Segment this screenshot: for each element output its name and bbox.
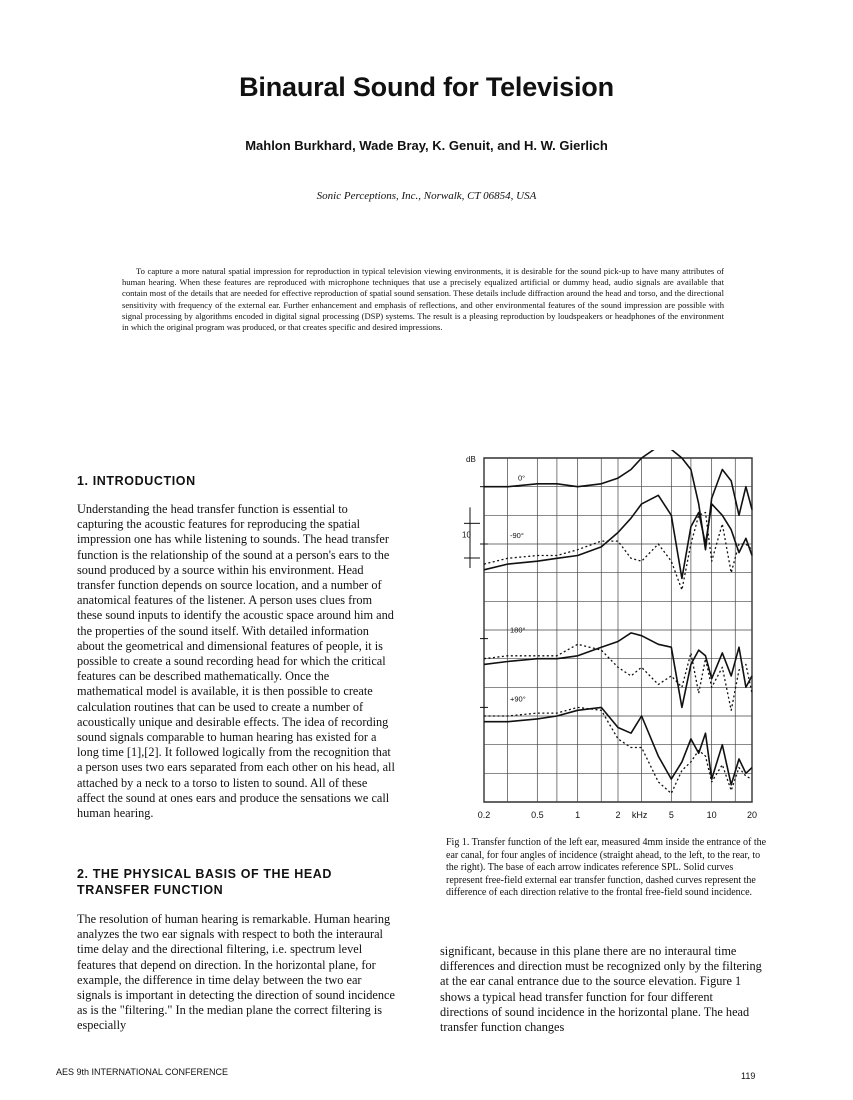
scale-bar-label: 10 — [462, 530, 471, 540]
abstract: To capture a more natural spatial impression for reproduction in typical television viewing environments, it is desirable for the sound pick-up to have many attributes of human hearing. When these features are reproduced with microphone techniques that use a precisely equalized artificial or dummy head, audio signals are available that contain most of the details that are needed for effective reproduction of spatial sound sensation. These details include diffraction around the head and torso, and the directional sensitivity with frequency of the external ear. Further enhancement and emphasis of reflections, and other environmental features of the sound impression are possible with signal processing by algorithms encoded in digital signal processing (DSP) systems. The result is a pleasing reproduction by loudspeakers or headphones of the environment in which the original program was produced, or that creates specific and desired impressions. — [122, 266, 724, 333]
section-2-heading: 2. THE PHYSICAL BASIS OF THE HEAD TRANSFER FUNCTION — [77, 867, 333, 897]
x-tick-label: 5 — [668, 810, 674, 820]
x-tick-label: 0.2 — [477, 810, 491, 820]
x-tick-label: 20 — [746, 810, 758, 820]
section-1-heading: 1. INTRODUCTION — [77, 474, 196, 488]
section-2-text-col1: The resolution of human hearing is remarkable. Human hearing analyzes the two ear signals with respect to both the interaural time delay and the directional filtering, i.e. spectrum level features that depend on direction. In the horizontal plane, for example, the difference in time delay between the two ear signals is important in detecting the direction of sound incidence as is the "filtering." In the median plane the correct filtering is especially — [77, 912, 395, 1033]
chart-labels — [462, 455, 757, 820]
curve-label: 0° — [518, 473, 526, 483]
x-tick-label: 1 — [575, 810, 581, 820]
x-tick-label: kHz — [631, 810, 648, 820]
curve-label: -90° — [510, 531, 524, 540]
x-tick-label: 2 — [615, 810, 621, 820]
x-tick-label: 0.5 — [531, 810, 544, 820]
figure-caption: Fig 1. Transfer function of the left ear, measured 4mm inside the entrance of the ear canal, for four angles of incidence (straight ahead, to the left, to the rear, to the right). The base of each arrow indicates reference SPL. Solid curves represent free-field external ear transfer function, dashed curves represent the difference of each direction relative to the frontal free-field sound incidence. — [446, 837, 767, 899]
page-number: 119 — [741, 1071, 756, 1081]
curve-label: 180° — [510, 625, 526, 635]
author-list: Mahlon Burkhard, Wade Bray, K. Genuit, and H. W. Gierlich — [245, 138, 608, 153]
paper-title: Binaural Sound for Television — [239, 72, 614, 102]
y-axis-label: dB — [466, 455, 476, 464]
affiliation: Sonic Perceptions, Inc., Norwalk, CT 06854, USA — [316, 190, 537, 202]
transfer-function-chart — [452, 450, 772, 830]
curve-label: +90° — [510, 694, 526, 704]
x-tick-label: 10 — [706, 810, 717, 820]
section-2-text-col2: significant, because in this plane there are no interaural time differences and direction must be recognized only by the filtering at the ear canal entrance due to the source elevation. Figure 1 shows a typical head transfer function for four different directions of sound incidence in the horizontal plane. The head transfer function changes — [440, 944, 762, 1035]
section-1-text: Understanding the head transfer function is essential to capturing the acoustic features for reproducing the spatial impression one has while listening to sounds. The head transfer function is the relationship of the sound at a person's ears to the sound produced by a source within his environment. Head transfer function depends on source location, and a number of anatomical features of the listener. A person uses clues from these sound inputs to identify the acoustic space around him and the properties of the sound itself. With detailed information about the geometrical and dimensional features of people, it is possible to create a sound recording head for which the critical features can be described mathematically. Once the mathematical model is available, it is then possible to create calculation routines that can be used to create a number of acoustically unique and desirable effects. The idea of recording sound signals comparable to human hearing has existed for a long time [1],[2]. It followed logically from the recognition that a person uses two ears separated from each other on his head, all attached by a neck to a torso to listen to sound. All of these affect the sound at ones ears and produce the sensations we call human hearing. — [77, 502, 395, 821]
footer-conference: AES 9th INTERNATIONAL CONFERENCE — [56, 1067, 229, 1077]
